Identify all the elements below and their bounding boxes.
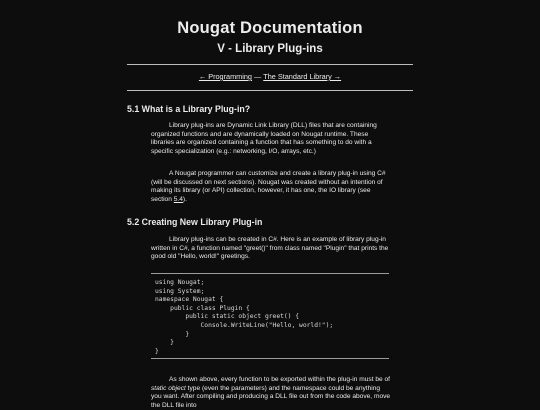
para-text: ). [182, 195, 187, 203]
para-text: type (even the parameters) and the namespace could be anything you want. After compiling and producing a DLL file out from the code above, move the DLL file into [151, 384, 391, 409]
code-line: } [155, 339, 174, 347]
section-5-2-paragraph-2 [151, 376, 391, 410]
code-block-top-rule [151, 273, 389, 274]
code-line: using Nougat; [155, 279, 205, 286]
code-block-bottom-rule [151, 358, 389, 359]
code-line: public class Plugin { [155, 304, 250, 312]
para-text: A Nougat programmer can customize and create a library plug-in using C# (will be discussed on next sections). Nougat was created without an intention of making its library (or API) collection, however, it has one, the IO library (see section [151, 170, 386, 203]
section-5-2-paragraph-1: Library plug-ins can be created in C#. Here is an example of library plug-in written in C#, a function named "greet()" from class named "Plugin" that prints the good old "Hello, world!" greetings. [151, 236, 389, 261]
chapter-subtitle: V - Library Plug-ins [217, 43, 323, 55]
code-block [155, 279, 333, 356]
section-heading-5-2: 5.2 Creating New Library Plug-in [127, 217, 263, 227]
nav-separator: — [254, 72, 262, 81]
nav-divider [127, 90, 413, 91]
para-text: As shown above, every function to be exported within the plug-in must be of [169, 376, 391, 383]
chapter-navigation [0, 72, 540, 81]
code-line: public static object greet() { [155, 313, 300, 321]
emphasis-text: static object [151, 384, 186, 392]
prev-chapter-link[interactable]: ← Programming [198, 72, 252, 81]
header-divider [127, 64, 413, 65]
code-line: namespace Nougat { [155, 296, 224, 304]
code-line: } [155, 330, 190, 338]
code-line: Console.WriteLine("Hello, world!"); [155, 321, 334, 329]
code-line: } [155, 347, 159, 355]
section-heading-5-1: 5.1 What is a Library Plug-in? [127, 104, 251, 114]
section-5-4-link[interactable]: 5.4 [173, 195, 183, 203]
code-line: using System; [155, 287, 205, 295]
section-5-1-paragraph-1: Library plug-ins are Dynamic Link Library (DLL) files that are containing organized functions and are dynamically loaded on Nougat runtime. These libraries are organized containing a function that has something to do with a specific specialization (e.g.: networking, I/O, arrays, etc.) [151, 122, 377, 155]
page-title: Nougat Documentation [177, 19, 363, 37]
next-chapter-link[interactable]: The Standard Library → [263, 72, 342, 81]
section-5-1-paragraph-2 [151, 170, 391, 204]
